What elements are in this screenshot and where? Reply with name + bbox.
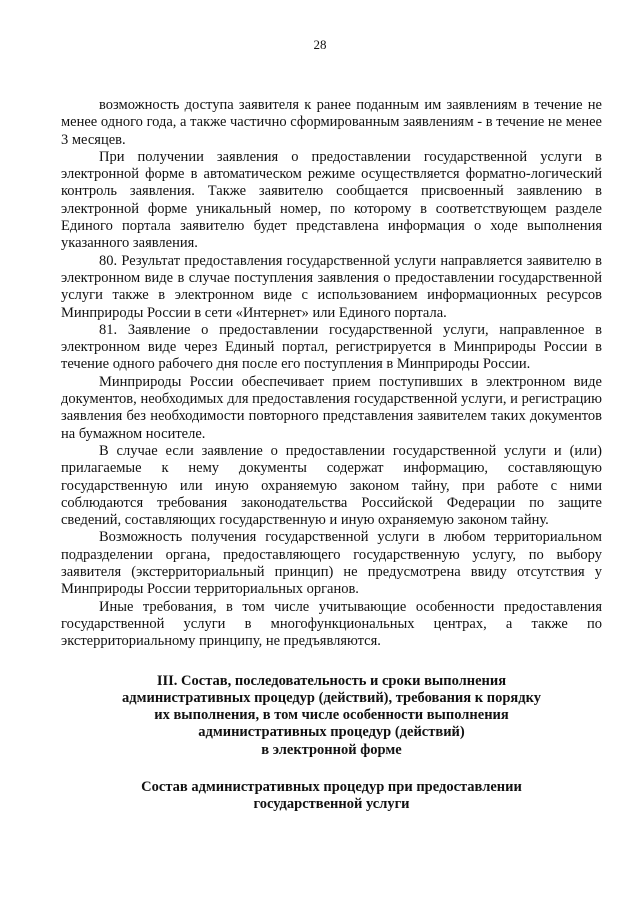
paragraph-format-check: При получении заявления о предоставлении государственной услуги в электронной форме в автоматическом режиме осуществляется форматно-логический контроль заявления. Также заявителю сообщается присвоенный заявлению в электронной форме уникальный номер, по которому в соответствующем разделе Единого портала заявителю будет представлена информация о ходе выполнения указанного заявления. (61, 148, 602, 252)
section-heading-line: административных процедур (действий), требования к порядку (122, 689, 541, 706)
paragraph-document-intake: Минприроды России обеспечивает прием поступивших в электронном виде документов, необходимых для предоставления государственной услуги, и регистрацию заявления без необходимости повторного представления заявителем таких документов на бумажном носителе. (61, 373, 602, 442)
section-heading-line: их выполнения, в том числе особенности выполнения (154, 707, 509, 724)
subheading (61, 779, 602, 814)
paragraph-other-requirements: Иные требования, в том числе учитывающие особенности предоставления государственной услуги в многофункциональных центрах, а также по экстерриториальному принципу, не предъявляются. (61, 598, 602, 650)
subheading-line: государственной услуги (253, 796, 410, 813)
section-heading-line: III. Состав, последовательность и сроки выполнения (156, 672, 507, 689)
page-number: 28 (313, 37, 327, 52)
paragraph-extraterritorial: Возможность получения государственной услуги в любом территориальном подразделении органа, предоставляющего государственную услугу, по выбору заявителя (экстерриториальный принцип) не предусмотрена ввиду отсутствия у Минприроды России территориальных органов. (61, 529, 602, 598)
subheading-line: Состав административных процедур при предоставлении (141, 778, 522, 795)
paragraph-80: 80. Результат предоставления государственной услуги направляется заявителю в электронном виде в случае поступления заявления о предоставлении государственной услуги также в электронном виде с использованием информационных ресурсов Минприроды России в сети «Интернет» или Единого портала. (61, 252, 602, 321)
section-heading (61, 673, 602, 759)
paragraph-secret-info: В случае если заявление о предоставлении государственной услуги и (или) прилагаемые к нему документы содержат информацию, составляющую государственную или иную охраняемую законом тайну, при работе с ними соблюдаются требования законодательства Российской Федерации по защите сведений, составляющих государственную и иную охраняемую законом тайну. (61, 442, 602, 529)
section-heading-line: в электронной форме (261, 741, 402, 758)
paragraph-81: 81. Заявление о предоставлении государственной услуги, направленное в электронном виде через Единый портал, регистрируется в Минприроды России в течение одного рабочего дня после его поступления в Минприроды России. (61, 321, 602, 373)
paragraph-continuation: возможность доступа заявителя к ранее поданным им заявлениям в течение не менее одного года, а также частично сформированным заявлениям - в течение не менее 3 месяцев. (61, 97, 602, 148)
section-heading-line: административных процедур (действий) (198, 724, 465, 741)
body-text (61, 97, 602, 814)
